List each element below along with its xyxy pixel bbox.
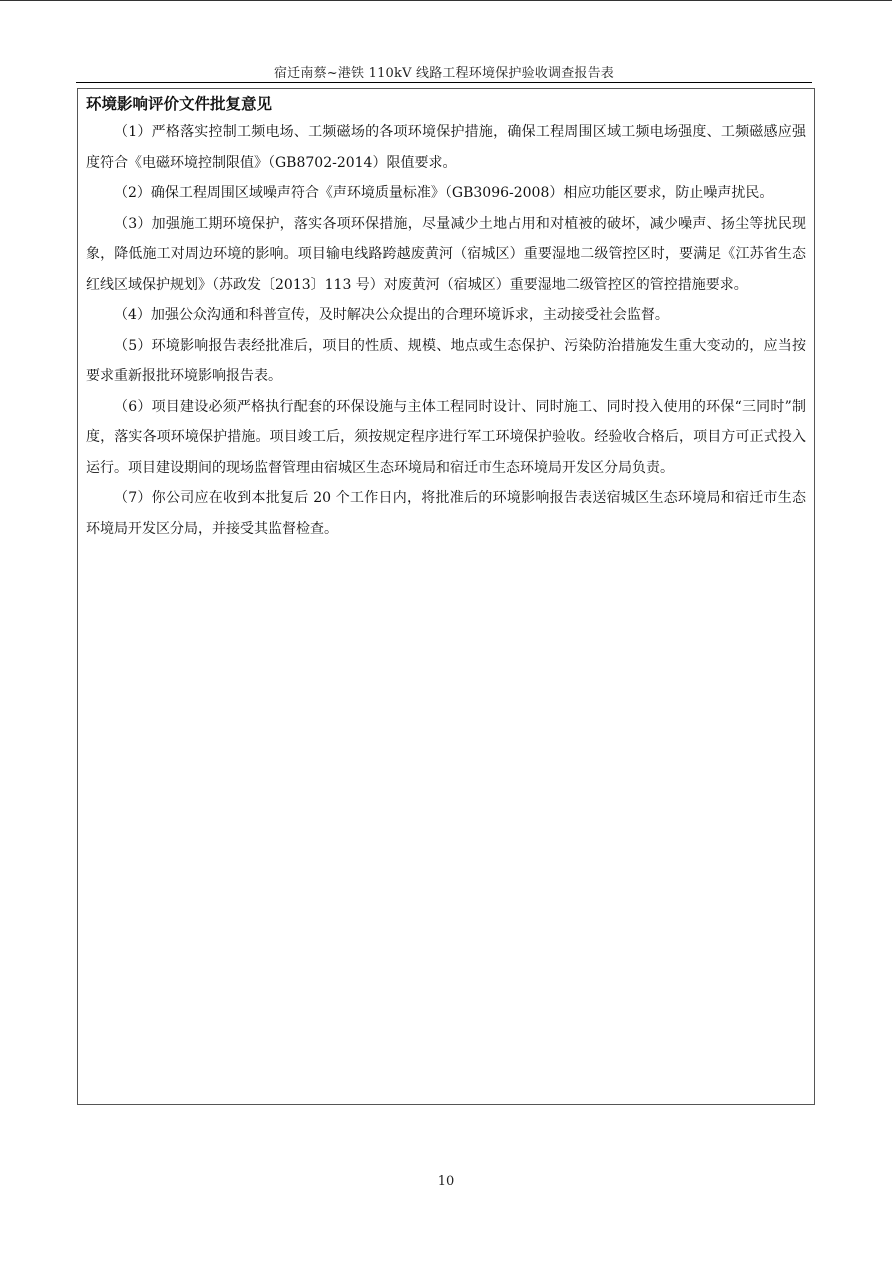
opinion-paragraph-2: （2）确保工程周围区域噪声符合《声环境质量标准》（GB3096-2008）相应功能区要求，防止噪声扰民。 xyxy=(114,185,774,201)
document-header-title: 宿迁南蔡~港铁 110kV 线路工程环境保护验收调查报告表 xyxy=(273,66,615,81)
top-border-line xyxy=(0,0,892,1)
opinion-paragraph-6: （6）项目建设必须严格执行配套的环保设施与主体工程同时设计、同时施工、同时投入使用的环保“三同时”制度，落实各项环境保护措施。项目竣工后，须按规定程序进行军工环境保护验收。经验收合格后，项目方可正式投入运行。项目建设期间的现场监督管理由宿城区生态环境局和宿迁市生态环境局开发区分局负责。 xyxy=(86,398,806,476)
section-title: 环境影响评价文件批复意见 xyxy=(86,95,273,113)
opinion-paragraph-7: （7）你公司应在收到本批复后 20 个工作日内，将批准后的环境影响报告表送宿城区生态环境局和宿迁市生态环境局开发区分局，并接受其监督检查。 xyxy=(86,490,806,537)
opinion-paragraph-5: （5）环境影响报告表经批准后，项目的性质、规模、地点或生态保护、污染防治措施发生重大变动的，应当按要求重新报批环境影响报告表。 xyxy=(86,337,806,384)
header-divider xyxy=(76,82,812,83)
opinion-paragraph-3: （3）加强施工期环境保护，落实各项环保措施，尽量减少土地占用和对植被的破坏，减少噪声、扬尘等扰民现象，降低施工对周边环境的影响。项目输电线路跨越废黄河（宿城区）重要湿地二级管控区时，要满足《江苏省生态红线区域保护规划》（苏政发〔2013〕113 号）对废黄河（宿城区）重要湿地二级管控区的管控措施要求。 xyxy=(86,215,806,293)
page-number: 10 xyxy=(437,1174,455,1189)
approval-opinions-box xyxy=(77,88,815,1105)
opinion-paragraph-1: （1）严格落实控制工频电场、工频磁场的各项环境保护措施，确保工程周围区域工频电场强度、工频磁感应强度符合《电磁环境控制限值》（GB8702-2014）限值要求。 xyxy=(86,124,806,171)
opinion-paragraph-4: （4）加强公众沟通和科普宣传，及时解决公众提出的合理环境诉求，主动接受社会监督。 xyxy=(114,307,669,323)
